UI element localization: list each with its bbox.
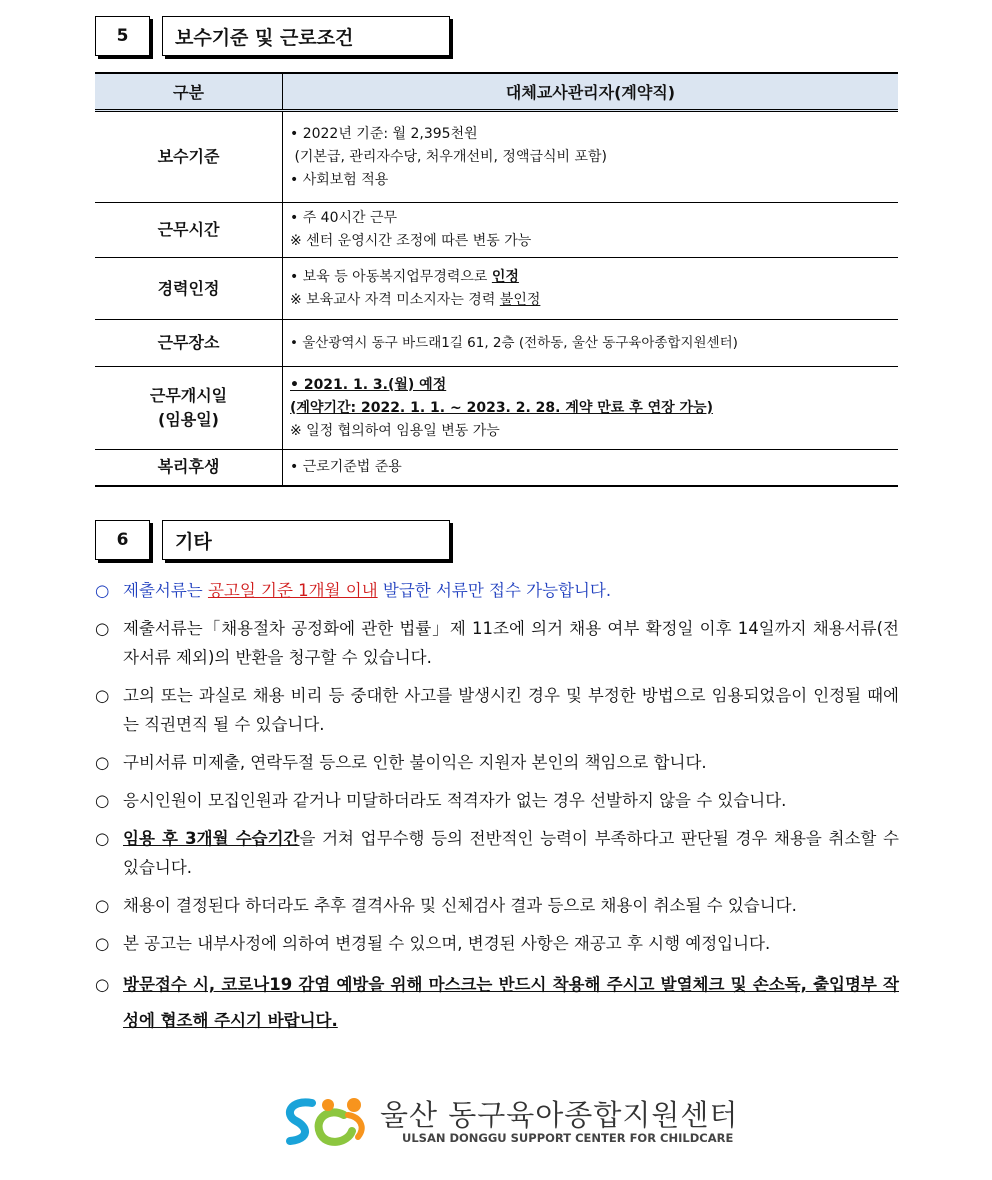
note-text: 응시인원이 모집인원과 같거나 미달하더라도 적격자가 없는 경우 선발하지 않을 수 있습니다. (123, 791, 787, 810)
table-row (95, 367, 898, 450)
list-item (95, 824, 899, 882)
center-logo (282, 1093, 739, 1153)
notes-list (95, 576, 899, 1048)
note-text: 발급한 서류만 접수 가능합니다. (377, 581, 612, 600)
underlined-text: 불인정 (499, 291, 541, 308)
row-content (283, 258, 899, 320)
circle-bullet-icon: ○ (95, 791, 110, 810)
logo-mark-icon (282, 1093, 374, 1151)
note-text: 고의 또는 과실로 채용 비리 등 중대한 사고를 발생시킨 경우 및 부정한 방법으로 임용되었음이 인정될 때에는 직권면직 될 수 있습니다. (123, 686, 899, 734)
list-item (95, 576, 899, 605)
row-label: 보수기준 (95, 111, 283, 203)
note-text: 을 거쳐 업무수행 등의 전반적인 능력이 부족하다고 판단될 경우 채용을 취소할 수 있습니다. (123, 829, 899, 877)
table-row (95, 450, 898, 486)
row-line: • 사회보험 적용 (290, 171, 389, 188)
row-line: • 2021. 1. 3.(월) 예정 (290, 376, 447, 393)
row-content (283, 111, 899, 203)
circle-bullet-icon: ○ (95, 686, 110, 705)
row-line: ※ 센터 운영시간 조정에 따른 변동 가능 (290, 233, 532, 249)
conditions-table (95, 72, 898, 487)
circle-bullet-icon: ○ (95, 619, 110, 638)
table-header-row (95, 73, 898, 111)
table-row (95, 320, 898, 367)
list-item (95, 786, 899, 815)
row-label-line: 근무개시일 (149, 386, 228, 405)
row-line: • 근로기준법 준용 (290, 458, 402, 475)
circle-bullet-icon: ○ (95, 934, 110, 953)
list-item (95, 967, 899, 1039)
circle-bullet-icon: ○ (95, 829, 110, 848)
row-label (95, 367, 283, 450)
row-label: 복리후생 (95, 450, 283, 486)
row-line-text: • 보육 등 아동복지업무경력으로 (290, 268, 492, 285)
section-number: 5 (95, 16, 150, 56)
note-text: 방문접수 시, 코로나19 감염 예방을 위해 마스크는 반드시 착용해 주시고 발열체크 및 손소독, 출입명부 작성에 협조해 주시기 바랍니다. (123, 975, 899, 1030)
circle-bullet-icon: ○ (95, 896, 110, 915)
row-content (283, 450, 899, 486)
header-position: 대체교사관리자(계약직) (283, 73, 899, 111)
table-row (95, 111, 898, 203)
row-line: (기본급, 관리자수당, 처우개선비, 정액급식비 포함) (290, 148, 608, 165)
header-category: 구분 (95, 73, 283, 111)
list-item (95, 891, 899, 920)
circle-bullet-icon: ○ (95, 753, 110, 772)
list-item (95, 929, 899, 958)
section-number: 6 (95, 520, 150, 560)
row-line: • 2022년 기준: 월 2,395천원 (290, 125, 478, 142)
row-content (283, 320, 899, 367)
row-label: 근무시간 (95, 203, 283, 258)
list-item (95, 614, 899, 672)
highlight-text: 임용 후 3개월 수습기간 (123, 829, 300, 848)
row-line: (계약기간: 2022. 1. 1. ~ 2023. 2. 28. 계약 만료 후 연장 가능) (290, 399, 713, 416)
underlined-text: 인정 (491, 268, 519, 285)
logo-english-name: ULSAN DONGGU SUPPORT CENTER FOR CHILDCARE (402, 1131, 734, 1145)
section-title: 기타 (162, 520, 450, 560)
row-line: • 주 40시간 근무 (290, 210, 398, 226)
row-content (283, 203, 899, 258)
table-row (95, 203, 898, 258)
circle-bullet-icon: ○ (95, 581, 110, 600)
row-line: • 울산광역시 동구 바드래1길 61, 2층 (전하동, 울산 동구육아종합지원센터) (290, 334, 738, 351)
note-text: 구비서류 미제출, 연락두절 등으로 인한 불이익은 지원자 본인의 책임으로 합니다. (123, 753, 707, 772)
row-content (283, 367, 899, 450)
row-line (290, 289, 898, 312)
note-text: 제출서류는「채용절차 공정화에 관한 법률」제 11조에 의거 채용 여부 확정일 이후 14일까지 채용서류(전자서류 제외)의 반환을 청구할 수 있습니다. (123, 619, 899, 667)
row-label: 경력인정 (95, 258, 283, 320)
highlight-text: 공고일 기준 1개월 이내 (207, 581, 378, 600)
row-line (290, 266, 898, 289)
row-label-line: (임용일) (158, 410, 219, 429)
list-item (95, 681, 899, 739)
note-text: 채용이 결정된다 하더라도 추후 결격사유 및 신체검사 결과 등으로 채용이 취소될 수 있습니다. (123, 896, 797, 915)
table-row (95, 258, 898, 320)
note-text: 제출서류는 (123, 581, 208, 600)
circle-bullet-icon: ○ (95, 975, 110, 994)
section-title: 보수기준 및 근로조건 (162, 16, 450, 56)
row-line: ※ 일정 협의하여 임용일 변동 가능 (290, 422, 500, 439)
note-text: 본 공고는 내부사정에 의하여 변경될 수 있으며, 변경된 사항은 재공고 후 시행 예정입니다. (123, 934, 771, 953)
row-label: 근무장소 (95, 320, 283, 367)
logo-korean-name: 울산 동구육아종합지원센터 (380, 1098, 739, 1132)
row-line-text: ※ 보육교사 자격 미소지자는 경력 (290, 291, 500, 308)
list-item (95, 748, 899, 777)
